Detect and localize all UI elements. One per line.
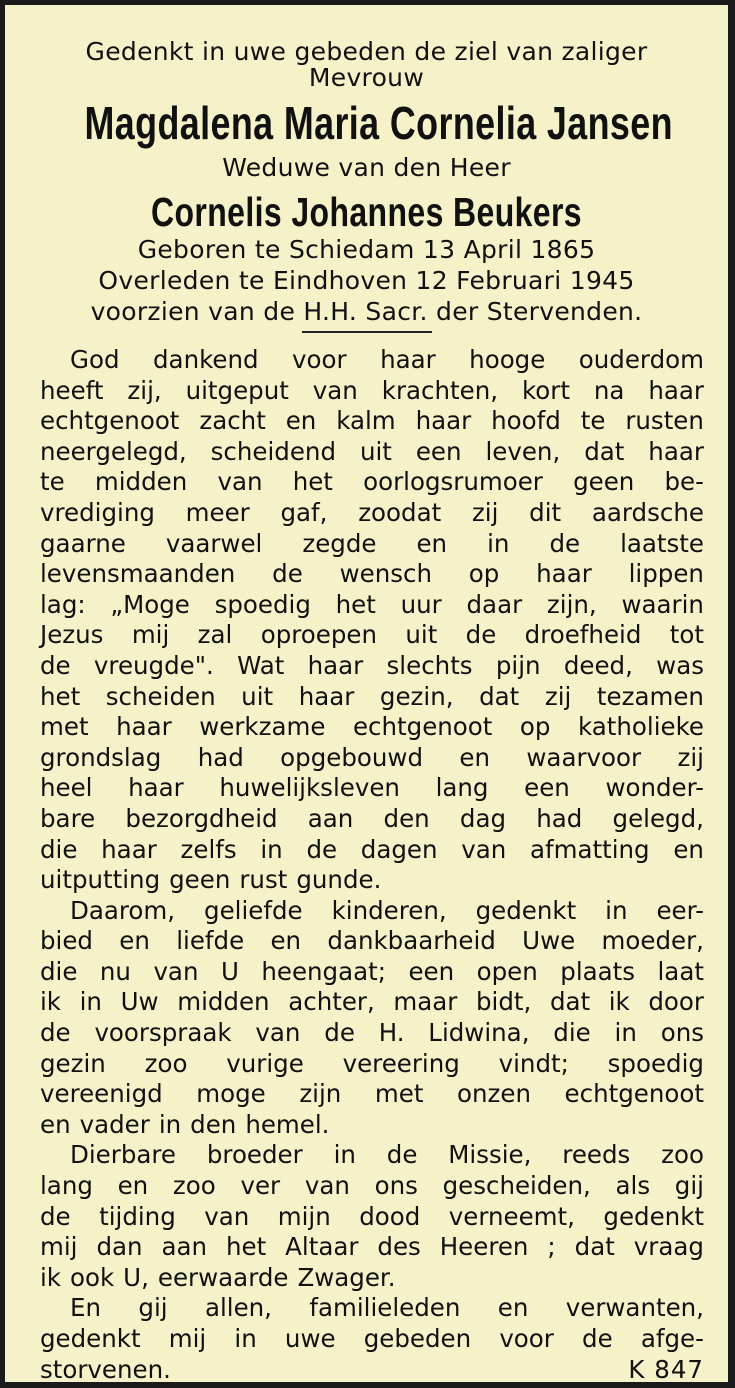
word: gij (674, 1171, 704, 1201)
word: moeder, (601, 926, 704, 956)
word: van (153, 956, 199, 986)
word: spoedig (607, 1048, 704, 1078)
body-line (40, 835, 704, 866)
word: dat (574, 1232, 615, 1262)
body-line (40, 1140, 704, 1171)
word: droefheid (524, 620, 642, 650)
word: afge- (640, 1324, 704, 1353)
word: dat (549, 987, 591, 1017)
word: ook (70, 1262, 115, 1292)
word: haar (128, 773, 184, 803)
word: was (656, 650, 704, 680)
word: en (119, 926, 150, 956)
word: de (306, 834, 338, 864)
word: dit (529, 497, 562, 527)
word: zij (471, 497, 499, 527)
word: lang (435, 773, 489, 803)
word: van (304, 1171, 350, 1201)
word: de (465, 620, 497, 650)
body-line (40, 559, 704, 590)
word: kort (521, 375, 570, 405)
word: gedenkt (603, 1201, 704, 1231)
word: moge (196, 1079, 266, 1109)
body-line (40, 896, 704, 927)
word: bied (40, 926, 93, 956)
word: zijn, (546, 589, 597, 619)
word: geliefde (204, 895, 303, 925)
word: leven, (485, 436, 561, 466)
word: rusten (625, 406, 704, 436)
word: den (383, 803, 430, 833)
word: ik (40, 987, 61, 1017)
word: en (497, 1293, 529, 1323)
word: huwelijksleven (219, 773, 400, 803)
word: die (40, 956, 78, 986)
word: op (519, 712, 551, 742)
word: zal (197, 620, 233, 650)
word: kalm (336, 406, 396, 436)
word: gescheiden, (442, 1171, 591, 1201)
memorial-card (5, 5, 728, 1382)
word: waarvoor (526, 742, 642, 772)
word: dankend (153, 345, 259, 374)
body-line (40, 743, 704, 774)
word: uitputting (40, 865, 161, 895)
word: ons (660, 1018, 704, 1048)
word: de (40, 1201, 71, 1231)
word: Lidwina, (428, 1018, 530, 1048)
body-line (40, 1079, 704, 1110)
word: vreugde". (93, 650, 214, 680)
word: „Moge (110, 589, 190, 619)
word: hooge (469, 345, 546, 374)
word: van (255, 1018, 301, 1048)
word: Jezus (40, 620, 104, 650)
word: als (615, 1171, 651, 1201)
word: op (468, 559, 500, 589)
word: en (673, 834, 704, 864)
word: tot (669, 620, 704, 650)
word: meer (185, 497, 250, 527)
word: na (593, 375, 625, 405)
husband-name: Cornelis Johannes Beukers (151, 189, 582, 235)
word: pijn (495, 650, 541, 680)
word: allen, (204, 1293, 272, 1323)
word: eerwaarde (157, 1262, 289, 1292)
word: de (40, 650, 71, 680)
word: ouderdom (578, 345, 704, 374)
word: levensmaanden (40, 559, 236, 589)
body-line (40, 804, 704, 835)
word: vraag (633, 1232, 704, 1262)
word: dan (96, 1232, 143, 1262)
word: haar (307, 650, 364, 680)
body-line (40, 1263, 704, 1294)
word: hoofd (491, 406, 561, 436)
word: Heeren (439, 1232, 529, 1262)
word: een (524, 773, 570, 803)
word: de (40, 1018, 71, 1048)
word: daar (466, 589, 523, 619)
word: reeds (562, 1140, 631, 1170)
word: wonder- (605, 773, 704, 803)
word: te (580, 406, 606, 436)
word: gunde. (296, 865, 382, 895)
word: liefde (176, 926, 245, 956)
word: dat (479, 681, 520, 711)
word: de (272, 559, 303, 589)
word: bezorgdheid (125, 803, 278, 833)
word: aan (161, 1232, 208, 1262)
word: laat (657, 956, 704, 986)
word: had (197, 742, 244, 772)
word: in (614, 1018, 637, 1048)
widow-of-line: Weduwe van den Heer (222, 153, 511, 182)
word: wensch (339, 559, 432, 589)
word: eer- (656, 895, 704, 925)
word: het (335, 589, 376, 619)
word: in (79, 987, 102, 1017)
word: ; (547, 1232, 556, 1262)
word: krachten, (381, 375, 499, 405)
body-line (40, 651, 704, 682)
word: het (292, 467, 333, 497)
word: oorlogsrumoer (363, 467, 543, 497)
word: heengaat; (261, 956, 387, 986)
word: zegde (302, 528, 377, 558)
word: vrediging (40, 497, 155, 527)
invocation-line: Gedenkt in uwe gebeden de ziel van zaliger (85, 37, 648, 66)
word: ik (40, 1262, 61, 1292)
word: vurige (226, 1048, 304, 1078)
word: gaarne (40, 528, 126, 558)
word: achter, (288, 987, 375, 1017)
word: U (220, 956, 239, 986)
word: H. (378, 1018, 405, 1048)
body-line (40, 1110, 704, 1141)
word: voor (292, 345, 347, 374)
word: neergelegd, (40, 436, 187, 466)
word: het (40, 681, 81, 711)
word: een (408, 956, 455, 986)
word: be- (664, 467, 704, 497)
word: door (648, 987, 704, 1017)
memorial-text (40, 345, 704, 1385)
word: gaf, (280, 497, 328, 527)
body-line (40, 590, 704, 621)
word: uit (405, 620, 438, 650)
word: oproepen (260, 620, 377, 650)
word: Uw (120, 987, 159, 1017)
word: lag: (40, 589, 86, 619)
word: dagen (360, 834, 438, 864)
word: uur (400, 589, 442, 619)
word: haar (415, 406, 472, 436)
word: hemel. (245, 1109, 330, 1139)
word: scheiden (105, 681, 216, 711)
word: laatste (620, 528, 704, 558)
word: aan (307, 803, 354, 833)
word: gebeden (363, 1324, 472, 1353)
body-line (40, 957, 704, 988)
word: het (226, 1232, 267, 1262)
word: te (40, 467, 65, 497)
word: en (40, 1109, 71, 1139)
word: in (605, 895, 628, 925)
word: en (117, 1171, 149, 1201)
word: van (461, 834, 507, 864)
word: dag (459, 803, 507, 833)
word: mijn (277, 1201, 331, 1231)
body-line (40, 773, 704, 804)
word: in (234, 1324, 257, 1353)
word: midden (177, 987, 270, 1017)
word: nu (99, 956, 131, 986)
word: van (312, 375, 358, 405)
word: maar (393, 987, 458, 1017)
word: de (549, 528, 581, 558)
word: die (553, 1018, 591, 1048)
word: heeft (40, 375, 104, 405)
word: vindt; (498, 1048, 569, 1078)
word: mij (40, 1232, 78, 1262)
word: familieleden (309, 1293, 461, 1323)
word: grondslag (40, 742, 162, 772)
word: mij (168, 1324, 207, 1353)
word: dankbaarheid (327, 926, 496, 956)
word: echtgenoot (564, 1079, 704, 1109)
word: gij (138, 1293, 168, 1323)
word: gedenkt (475, 895, 577, 925)
body-line (40, 1202, 704, 1233)
word: afmatting (529, 834, 650, 864)
word: slechts (386, 650, 473, 680)
word: deed, (563, 650, 633, 680)
word: zij (544, 681, 572, 711)
body-line (40, 926, 704, 957)
body-line (40, 987, 704, 1018)
word: plaats (560, 956, 636, 986)
word: verneemt, (448, 1201, 575, 1231)
word: U, (123, 1262, 149, 1292)
body-line (40, 406, 704, 437)
sacraments-line: voorzien van de H.H. Sacr. der Stervenden. (90, 297, 643, 326)
word: haar (648, 436, 704, 466)
word: gedenkt (40, 1324, 141, 1353)
word: ver (240, 1171, 281, 1201)
card-reference-number: K 847 (628, 1354, 704, 1384)
word: waarin (621, 589, 704, 619)
word: in (333, 1140, 356, 1170)
word: vereenigd (40, 1079, 163, 1109)
word: voorspraak (94, 1018, 232, 1048)
body-line (40, 376, 704, 407)
word: dat (584, 436, 625, 466)
word: den (190, 1109, 237, 1139)
word: bare (40, 803, 96, 833)
word: zijn (299, 1079, 342, 1109)
word: haar (536, 559, 592, 589)
word: geen (573, 467, 635, 497)
body-line (40, 1171, 704, 1202)
word: lang (40, 1171, 93, 1201)
word: een (415, 436, 462, 466)
word: uwe (284, 1324, 336, 1353)
word: voor (499, 1324, 554, 1353)
word: met (374, 1079, 424, 1109)
word: Zwager. (297, 1262, 396, 1292)
body-line (40, 712, 704, 743)
word: en (416, 528, 448, 558)
word: zoo (661, 1140, 704, 1170)
word: spoedig (214, 589, 311, 619)
body-line (40, 865, 704, 896)
word: en (459, 742, 490, 772)
body-line (40, 1232, 704, 1263)
word: de (324, 1018, 355, 1048)
word: Daarom, (70, 895, 176, 925)
word: echtgenoot (40, 406, 180, 436)
word: uit (241, 681, 274, 711)
word: tijding (99, 1201, 176, 1231)
word: Missie, (448, 1140, 532, 1170)
word: Uwe (522, 926, 576, 956)
word: haar (648, 375, 704, 405)
body-line (40, 620, 704, 651)
death-line: Overleden te Eindhoven 12 Februari 1945 (98, 266, 635, 295)
word: zacht (199, 406, 266, 436)
body-line (40, 1018, 704, 1049)
word: zoodat (358, 497, 442, 527)
body-line (40, 1355, 704, 1386)
word: opgebouwd (280, 742, 423, 772)
body-line (40, 498, 704, 529)
word: storvenen. (40, 1354, 171, 1384)
deceased-name: Magdalena Maria Cornelia Jansen (84, 97, 673, 149)
word: zoo (172, 1171, 216, 1201)
word: gezin, (379, 681, 454, 711)
body-line (40, 467, 704, 498)
word: haar (298, 681, 355, 711)
body-line (40, 1324, 704, 1355)
word: haar (380, 345, 436, 374)
word: uitgeput (185, 375, 289, 405)
body-line (40, 437, 704, 468)
word: Altaar (285, 1232, 359, 1262)
word: werkzame (199, 712, 326, 742)
word: en (270, 926, 302, 956)
word: zij, (127, 375, 162, 405)
word: in (158, 1109, 182, 1139)
word: en (285, 406, 317, 436)
divider-rule (302, 331, 432, 333)
word: zij (677, 742, 704, 772)
word: onzen (457, 1079, 531, 1109)
word: uit (359, 436, 392, 466)
word: gelegd, (612, 803, 704, 833)
word: katholieke (578, 712, 704, 742)
word: zoo (144, 1048, 188, 1078)
word: de (582, 1324, 613, 1353)
word: in (487, 528, 510, 558)
body-line (40, 1293, 704, 1324)
word: open (476, 956, 538, 986)
word: des (377, 1232, 421, 1262)
word: God (70, 345, 120, 374)
birth-line: Geboren te Schiedam 13 April 1865 (137, 235, 596, 264)
word: Dierbare (70, 1140, 176, 1170)
body-line (40, 529, 704, 560)
word: vaarwel (165, 528, 263, 558)
word: haar (116, 712, 172, 742)
word: rust (239, 865, 288, 895)
word: scheidend (210, 436, 337, 466)
word: ons (374, 1171, 418, 1201)
word: ik (608, 987, 630, 1017)
word: vereering (342, 1048, 460, 1078)
word: echtgenoot (352, 712, 493, 742)
word: van (217, 467, 263, 497)
word: vader (79, 1109, 150, 1139)
word: had (536, 803, 583, 833)
word: van (204, 1201, 250, 1231)
word: in (260, 834, 283, 864)
body-line (40, 1049, 704, 1080)
word: mij (131, 620, 170, 650)
word: met (40, 712, 89, 742)
word: Wat (237, 650, 285, 680)
word: broeder (206, 1140, 303, 1170)
word: gezin (40, 1048, 106, 1078)
word: bidt, (476, 987, 532, 1017)
word: En (70, 1293, 102, 1323)
word: heel (40, 773, 93, 803)
body-line (40, 682, 704, 713)
word: haar (101, 834, 157, 864)
word: dood (359, 1201, 421, 1231)
word: aardsche (591, 497, 704, 527)
word: de (386, 1140, 418, 1170)
word: verwanten, (565, 1293, 704, 1323)
word: midden (94, 467, 188, 497)
body-line (40, 345, 704, 376)
word: tezamen (596, 681, 704, 711)
word: kinderen, (331, 895, 447, 925)
word: die (40, 834, 78, 864)
word: lippen (628, 559, 704, 589)
word: zelfs (180, 834, 237, 864)
title-mevrouw: Mevrouw (308, 63, 425, 92)
word: geen (169, 865, 231, 895)
